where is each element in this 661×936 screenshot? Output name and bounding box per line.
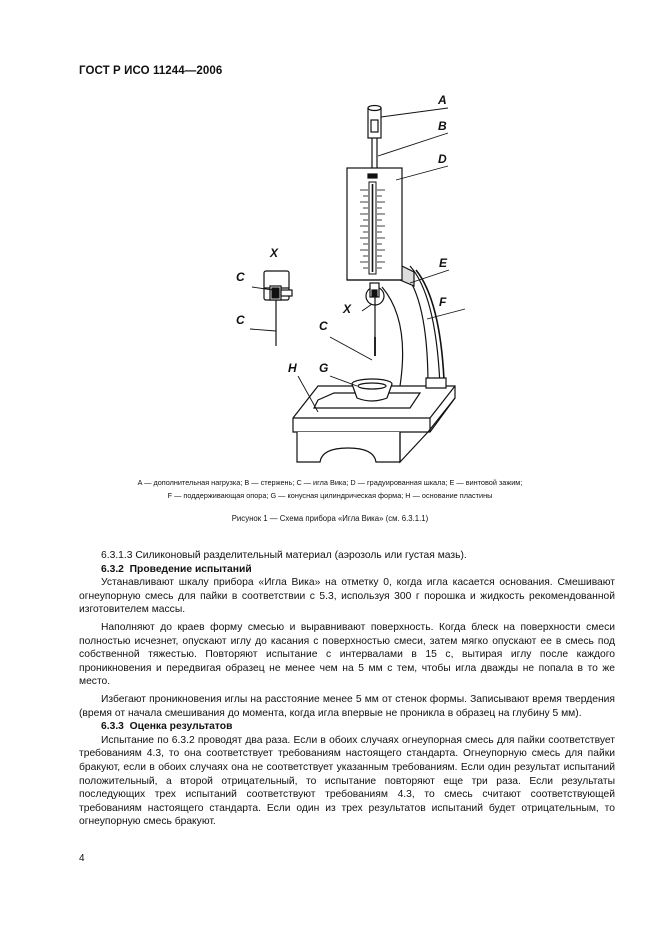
clause-6-3-1-3: 6.3.1.3 Силиконовый разделительный материал (аэрозоль или густая мазь).: [101, 550, 467, 561]
scale-housing-drawing: [347, 168, 402, 280]
paragraph: Испытание по 6.3.2 проводят два раза. Если в обоих случаях огнеупорная смесь для пайки соответствует требованиям 4.3, то она соответствует требованиям настоящего стандарта. Огнеупорную смесь для пайки бракуют, если в обоих случаях она не соответствует указанным требованиям. Если один результат испытаний положительный, а второй отрицательный, то испытание повторяют еще три раза. Если результаты последующих трех испытаний соответствуют требованиям 4.3, то смесь считают соответствующей требованиям настоящего стандарта. Если один из трех результатов испытаний будет отрицательным, то огнеупорную смесь бракуют.: [79, 734, 615, 828]
paragraph: Наполняют до краев форму смесью и выравнивают поверхность. Когда блеск на поверхности смеси полностью исчезнет, опускают иглу до касания с поверхностью смеси, затем мягко опускают ее в смесь под собственной тяжестью. Повторяют испытание с интервалами в 15 с, вытирая иглу после каждого проникновения и передвигая образец не менее чем на 5 мм с тем, чтобы игла дважды не попала в то же место.: [79, 621, 615, 688]
label-f: F: [439, 295, 447, 309]
label-c: C: [319, 319, 328, 333]
document-header: ГОСТ Р ИСО 11244—2006: [79, 65, 223, 77]
section-heading-6-3-2: [79, 563, 615, 577]
legend-line-1: A — дополнительная нагрузка; B — стержень; C — игла Вика; D — градуированная шкала; E — винтовой зажим;: [137, 478, 523, 487]
section-number: 6.3.3: [101, 721, 124, 733]
label-g: G: [319, 361, 329, 375]
figure-legend: [79, 476, 581, 502]
label-d: D: [438, 152, 447, 166]
figure-caption: Рисунок 1 — Схема прибора «Игла Вика» (см. 6.3.1.1): [231, 514, 429, 523]
cone-mould-drawing: [352, 379, 392, 401]
label-h: H: [288, 361, 297, 375]
label-b: B: [438, 119, 447, 133]
section-title: Оценка результатов: [129, 721, 233, 733]
detail-title-x: X: [270, 246, 279, 260]
section-heading-6-3-3: [79, 720, 615, 734]
detail-label-c1: C: [236, 270, 245, 284]
detail-label-c2: C: [236, 313, 245, 327]
label-a: A: [438, 93, 447, 107]
detail-x-drawing: [264, 271, 292, 346]
vicat-apparatus-figure: [220, 90, 480, 465]
apparatus-drawing: [220, 90, 480, 465]
label-e: E: [439, 256, 448, 270]
page-number: 4: [79, 853, 85, 864]
label-x: X: [343, 302, 352, 316]
legend-line-2: F — поддерживающая опора; G — конусная цилиндрическая форма; H — основание пластины: [167, 491, 493, 500]
section-title: Проведение испытаний: [129, 563, 252, 575]
document-body: [79, 549, 615, 829]
section-number: 6.3.2: [101, 563, 124, 575]
paragraph: Устанавливают шкалу прибора «Игла Вика» на отметку 0, когда игла касается основания. Смешивают огнеупорную смесь для пайки в соответствии с 5.3, используя 300 г порошка и жидкость рекомендованной изготовителем массы.: [79, 577, 615, 616]
paragraph: Избегают проникновения иглы на расстояние менее 5 мм от стенок формы. Записывают время твердения (время от начала смешивания до момента, когда игла впервые не проникла в образец на глубину 5 мм).: [79, 693, 615, 719]
